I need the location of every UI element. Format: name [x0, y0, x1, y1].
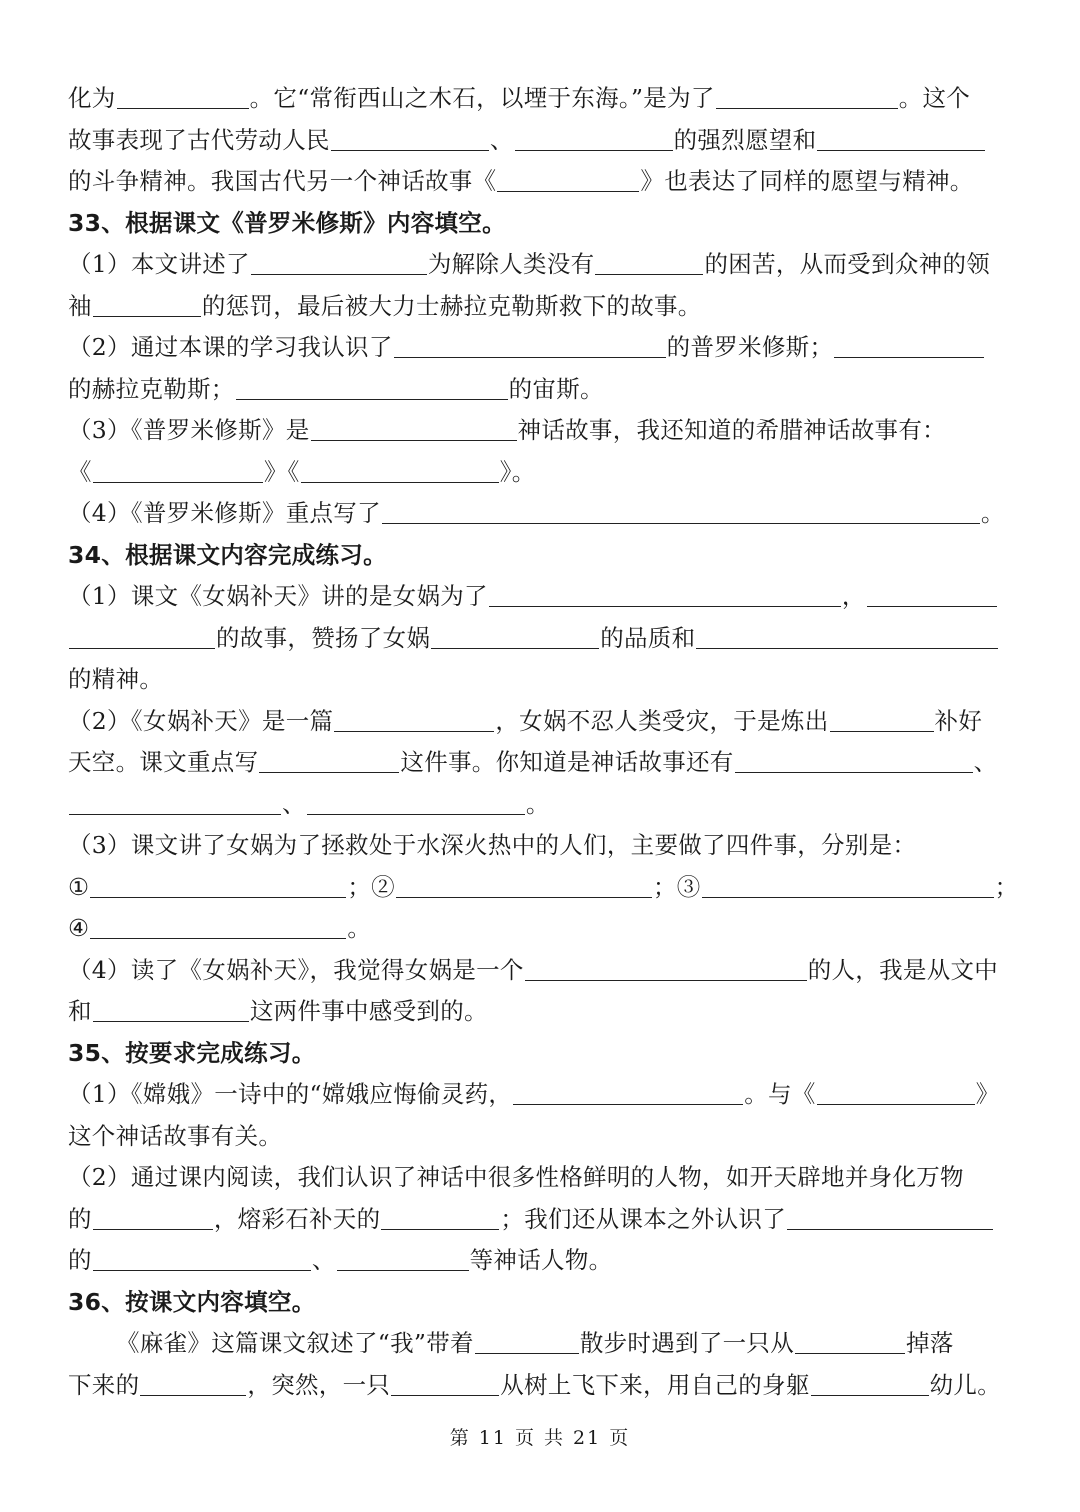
text-line: （2）通过课内阅读，我们认识了神话中很多性格鲜明的人物，如开天辟地并身化万物 [68, 1163, 964, 1191]
text-line: 故事表现了古代劳动人民 、 的强烈愿望和 [68, 120, 1014, 162]
text-line: 和 这两件事中感受到的。 [68, 997, 488, 1025]
text-line: 下来的 ，突然，一只 从树上飞下来，用自己的身躯 幼儿。 [68, 1370, 1002, 1399]
answer-blank[interactable] [702, 896, 994, 898]
answer-blank[interactable] [394, 356, 666, 358]
text-line: 《 》《 》。 [68, 457, 536, 486]
answer-blank[interactable] [93, 1228, 213, 1230]
text-line: ① ；② ；③ ； [68, 872, 1019, 901]
text-line: （4）《普罗米修斯》重点写了 。 [68, 499, 1005, 527]
answer-blank[interactable] [696, 647, 998, 649]
answer-blank[interactable] [251, 273, 427, 275]
answer-blank[interactable] [117, 107, 249, 109]
answer-blank[interactable] [334, 730, 494, 732]
text-line: （1）课文《女娲补天》讲的是女娲为了 ， [68, 576, 1014, 618]
answer-blank[interactable] [259, 771, 399, 773]
answer-blank[interactable] [331, 149, 489, 151]
answer-blank[interactable] [475, 1352, 579, 1354]
answer-blank[interactable] [93, 481, 263, 483]
answer-blank[interactable] [69, 813, 281, 815]
text-line: 的 ，熔彩石补天的 ；我们还从课本之外认识了 [68, 1199, 1014, 1241]
text-line: （3）《普罗米修斯》是 神话故事，我还知道的希腊神话故事有： [68, 416, 946, 444]
text-line: （2）《女娲补天》是一篇 ，女娲不忍人类受灾，于是炼出 补好 [68, 706, 983, 735]
answer-blank[interactable] [391, 1394, 499, 1396]
answer-blank[interactable] [236, 398, 508, 400]
answer-blank[interactable] [140, 1394, 246, 1396]
answer-blank[interactable] [525, 979, 807, 981]
answer-blank[interactable] [69, 647, 215, 649]
answer-blank[interactable] [382, 522, 980, 524]
answer-blank[interactable] [337, 1269, 469, 1271]
answer-blank[interactable] [830, 730, 934, 732]
question-36-heading: 36、按课文内容填空。 [68, 1287, 316, 1316]
answer-blank[interactable] [795, 1352, 905, 1354]
text-line: 的 、 等神话人物。 [68, 1246, 613, 1274]
text-line: 化为 。它“常衔西山之木石，以堙于东海。”是为了 。这个 [68, 84, 971, 112]
answer-blank[interactable] [817, 149, 985, 151]
text-line: （2）通过本课的学习我认识了 的普罗米修斯； [68, 327, 1014, 369]
question-33-heading: 33、根据课文《普罗米修斯》内容填空。 [68, 208, 506, 237]
text-line: 、 。 [68, 784, 1014, 826]
text-line: 这个神话故事有关。 [68, 1121, 283, 1150]
text-line: 的赫拉克勒斯； 的宙斯。 [68, 374, 604, 403]
answer-blank[interactable] [515, 149, 673, 151]
text-line: 的精神。 [68, 665, 164, 693]
answer-blank[interactable] [513, 1103, 743, 1105]
answer-blank[interactable] [787, 1228, 993, 1230]
answer-blank[interactable] [307, 813, 525, 815]
text-line: 的斗争精神。我国古代另一个神话故事《 》也表达了同样的愿望与精神。 [68, 167, 974, 195]
text-line: 天空。课文重点写 这件事。你知道是神话故事还有 、 [68, 748, 998, 776]
answer-blank[interactable] [93, 315, 201, 317]
question-35-heading: 35、按要求完成练习。 [68, 1038, 316, 1067]
text-line: 的故事，赞扬了女娲 的品质和 [68, 618, 1014, 660]
text-line: ④ 。 [68, 914, 372, 942]
answer-blank[interactable] [301, 481, 499, 483]
page-number-footer: 第 11 页 共 21 页 [449, 1427, 631, 1449]
text-line: （1）本文讲述了 为解除人类没有 的困苦，从而受到众神的领 [68, 250, 991, 278]
answer-blank[interactable] [735, 771, 973, 773]
answer-blank[interactable] [431, 647, 599, 649]
answer-blank[interactable] [716, 107, 898, 109]
text-line: （4）读了《女娲补天》，我觉得女娲是一个 的人，我是从文中 [68, 955, 999, 984]
answer-blank[interactable] [595, 273, 703, 275]
question-34-heading: 34、根据课文内容完成练习。 [68, 540, 387, 569]
answer-blank[interactable] [90, 896, 346, 898]
answer-blank[interactable] [90, 937, 346, 939]
text-line: （3）课文讲了女娲为了拯救处于水深火热中的人们，主要做了四件事，分别是： [68, 831, 917, 859]
answer-blank[interactable] [817, 1103, 975, 1105]
text-line: 《麻雀》这篇课文叙述了“我”带着 散步时遇到了一只从 掉落 [116, 1329, 954, 1357]
answer-blank[interactable] [93, 1269, 311, 1271]
text-line: （1）《嫦娥》一诗中的“嫦娥应悔偷灵药， 。与《 》 [68, 1080, 1000, 1108]
answer-blank[interactable] [93, 1020, 249, 1022]
answer-blank[interactable] [811, 1394, 929, 1396]
answer-blank[interactable] [834, 356, 984, 358]
answer-blank[interactable] [497, 190, 639, 192]
answer-blank[interactable] [381, 1228, 499, 1230]
answer-blank[interactable] [489, 605, 841, 607]
answer-blank[interactable] [311, 439, 517, 441]
worksheet-content [68, 78, 1019, 1406]
answer-blank[interactable] [867, 605, 997, 607]
answer-blank[interactable] [396, 896, 652, 898]
text-line: 袖 的惩罚，最后被大力士赫拉克勒斯救下的故事。 [68, 291, 702, 320]
